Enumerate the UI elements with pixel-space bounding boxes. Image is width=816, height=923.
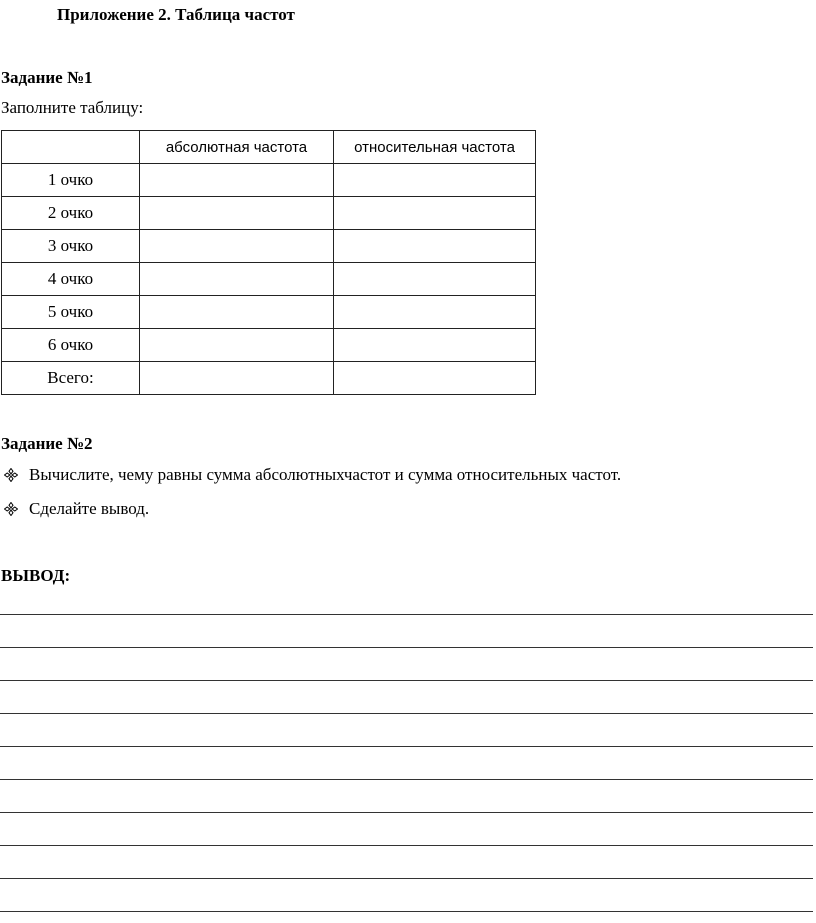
- relative-frequency-cell[interactable]: [334, 296, 536, 329]
- relative-frequency-cell[interactable]: [334, 164, 536, 197]
- conclusion-heading: ВЫВОД:: [1, 566, 71, 585]
- writing-line[interactable]: [0, 680, 813, 681]
- writing-line[interactable]: [0, 614, 813, 615]
- bullet-text: Вычислите, чему равны сумма абсолютныхчастот и сумма относительных частот.: [29, 465, 622, 484]
- four-diamond-icon: [4, 468, 18, 482]
- bullet-item: [4, 499, 149, 519]
- four-diamond-icon: [4, 502, 18, 516]
- writing-line[interactable]: [0, 713, 813, 714]
- row-label: 3 очко: [2, 230, 140, 263]
- writing-line[interactable]: [0, 779, 813, 780]
- writing-line[interactable]: [0, 746, 813, 747]
- bullet-item: [4, 465, 621, 485]
- relative-frequency-cell[interactable]: [334, 362, 536, 395]
- absolute-frequency-cell[interactable]: [140, 230, 334, 263]
- table-row: [2, 329, 536, 362]
- absolute-frequency-cell[interactable]: [140, 362, 334, 395]
- row-label: 1 очко: [2, 164, 140, 197]
- table-row: [2, 164, 536, 197]
- table-row: [2, 296, 536, 329]
- row-label: Всего:: [2, 362, 140, 395]
- document-title: Приложение 2. Таблица частот: [57, 5, 295, 24]
- absolute-frequency-cell[interactable]: [140, 329, 334, 362]
- table-row-total: [2, 362, 536, 395]
- bullet-text: Сделайте вывод.: [29, 499, 150, 518]
- writing-line[interactable]: [0, 911, 813, 912]
- table-row: [2, 263, 536, 296]
- header-absolute-frequency: абсолютная частота: [140, 131, 334, 164]
- row-label: 4 очко: [2, 263, 140, 296]
- absolute-frequency-cell[interactable]: [140, 296, 334, 329]
- writing-line[interactable]: [0, 845, 813, 846]
- header-relative-frequency: относительная частота: [334, 131, 536, 164]
- relative-frequency-cell[interactable]: [334, 197, 536, 230]
- absolute-frequency-cell[interactable]: [140, 263, 334, 296]
- row-label: 6 очко: [2, 329, 140, 362]
- task1-heading: Задание №1: [1, 68, 93, 87]
- task1-instruction: Заполните таблицу:: [1, 98, 144, 117]
- relative-frequency-cell[interactable]: [334, 329, 536, 362]
- task2-heading: Задание №2: [1, 434, 93, 453]
- frequency-table: [1, 130, 536, 395]
- row-label: 2 очко: [2, 197, 140, 230]
- relative-frequency-cell[interactable]: [334, 263, 536, 296]
- header-cell-empty: [2, 131, 140, 164]
- absolute-frequency-cell[interactable]: [140, 197, 334, 230]
- absolute-frequency-cell[interactable]: [140, 164, 334, 197]
- table-header-row: [2, 131, 536, 164]
- writing-line[interactable]: [0, 878, 813, 879]
- row-label: 5 очко: [2, 296, 140, 329]
- writing-line[interactable]: [0, 812, 813, 813]
- table-row: [2, 230, 536, 263]
- table-row: [2, 197, 536, 230]
- writing-line[interactable]: [0, 647, 813, 648]
- relative-frequency-cell[interactable]: [334, 230, 536, 263]
